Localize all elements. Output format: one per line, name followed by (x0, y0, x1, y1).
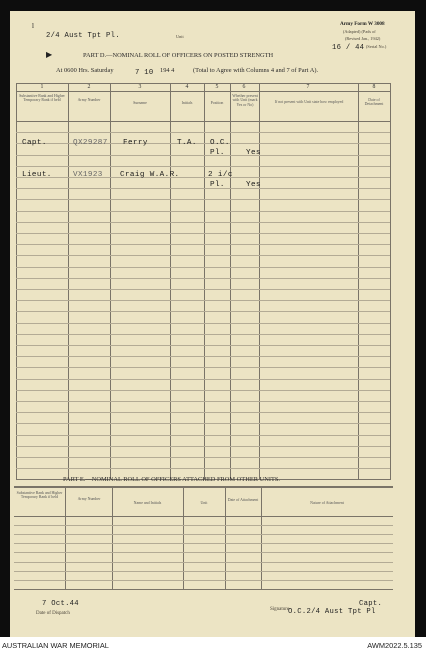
ruling-line (16, 390, 390, 391)
date-value: 7 10 (135, 69, 154, 77)
dispatch-date-value: 7 Oct.44 (42, 600, 79, 608)
col-caption: Initials (181, 101, 193, 105)
ruling-line (16, 435, 390, 436)
ruling-line (16, 199, 390, 200)
col-caption: Date of Detachment (364, 98, 384, 107)
col-caption: If not present with Unit state how employed (274, 100, 344, 104)
ruling-line (16, 401, 390, 402)
ruling-line (16, 300, 390, 301)
col-caption: Unit (200, 501, 208, 505)
total-note: (Total to Agree with Columns 4 and 7 of Part A). (193, 67, 319, 74)
ruling-line (16, 412, 390, 413)
sign-rank-value: Capt. (359, 600, 383, 608)
army-number-cell: QX29287 (73, 139, 108, 147)
ruling-line (16, 155, 390, 156)
surname-cell: Craig W.A.R. (120, 171, 180, 179)
serial-value: 16 / 44 (332, 44, 365, 52)
signature-label: Signature (270, 607, 290, 612)
margin-mark: l (32, 22, 34, 30)
unit-label: Unit (176, 34, 184, 39)
ruling-line (16, 367, 390, 368)
col-caption: Whether present with Unit (mark Yes or No) (232, 94, 258, 107)
sign-unit-value: O.C.2/4 Aust Tpt Pl (288, 608, 376, 616)
col-number: 8 (372, 84, 376, 90)
ruling-line (16, 423, 390, 424)
document-page (10, 11, 415, 637)
present-cell: Yes (246, 149, 261, 157)
ruling-line (16, 311, 390, 312)
ruling-line (16, 323, 390, 324)
revised: (Revised Jan., 1942) (345, 36, 381, 41)
present-cell: Yes (246, 181, 261, 189)
ruling-line (16, 255, 390, 256)
ruling-line (16, 468, 390, 469)
surname-cell: Ferry (123, 139, 148, 147)
col-number: 7 (306, 84, 310, 90)
position-cell: Pl. (210, 181, 225, 189)
ruling-line (16, 166, 390, 167)
rank-cell: Capt. (22, 139, 47, 147)
ruling-line (16, 356, 390, 357)
position-cell: 2 i/c (208, 171, 233, 179)
unit-value: 2/4 Aust Tpt Pl. (46, 32, 120, 40)
adapted: (Adapted) (Pads of (343, 29, 376, 34)
ruling-line (14, 562, 393, 563)
year-suffix: 194 4 (160, 67, 175, 74)
col-number: 2 (87, 84, 91, 90)
army-number-cell: VX1923 (73, 171, 103, 179)
caption-left: AUSTRALIAN WAR MEMORIAL (2, 641, 109, 650)
position-cell: Pl. (210, 149, 225, 157)
position-cell: O.C. (210, 139, 230, 147)
col-caption: Position (210, 101, 224, 105)
ruling-line (16, 278, 390, 279)
ruling-line (14, 534, 393, 535)
ruling-line (14, 525, 393, 526)
arrow-mark: ▶ (46, 50, 53, 59)
col-caption: Substantive Rank and Higher Temporary Rank if held (19, 94, 65, 103)
part-d-title: PART D.—NOMINAL ROLL OF OFFICERS ON POSTED STRENGTH (83, 52, 274, 59)
ruling-line (16, 379, 390, 380)
col-caption: Substantive Rank and Higher Temporary Rank if held (16, 491, 63, 500)
at-hrs: At 0600 Hrs. Saturday (56, 67, 114, 74)
ruling-line (14, 580, 393, 581)
ruling-line (16, 188, 390, 189)
col-number: 1 (40, 84, 44, 90)
ruling-line (14, 552, 393, 553)
ruling-line (16, 222, 390, 223)
caption-bar (0, 637, 426, 653)
col-caption: Name and Initials (133, 501, 162, 505)
col-caption: Nature of Attachment (310, 501, 344, 505)
col-number: 6 (242, 84, 246, 90)
ruling-line (16, 267, 390, 268)
ruling-line (16, 211, 390, 212)
serial-no: (Serial No.) (366, 44, 387, 49)
ruling-line (16, 132, 390, 133)
ruling-line (14, 543, 393, 544)
ruling-line (16, 233, 390, 234)
col-number: 4 (185, 84, 189, 90)
army-form: Army Form W 3008 (340, 21, 385, 27)
ruling-line (16, 345, 390, 346)
part-e-title: PART E.—NOMINAL ROLL OF OFFICERS ATTACHED FROM OTHER UNITS. (63, 476, 280, 483)
dispatch-date-label: Date of Dispatch (36, 611, 70, 616)
ruling-line (16, 244, 390, 245)
col-caption: Date of Attachment (227, 498, 259, 502)
col-caption: Surname (133, 101, 147, 105)
caption-right: AWM2022.5.135 (367, 641, 422, 650)
ruling-line (16, 289, 390, 290)
rank-cell: Lieut. (22, 171, 52, 179)
ruling-line (16, 457, 390, 458)
col-number: 5 (215, 84, 219, 90)
ruling-line (16, 334, 390, 335)
ruling-line (14, 571, 393, 572)
col-caption: Army Number (77, 98, 101, 102)
col-number: 3 (138, 84, 142, 90)
initials-cell: T.A. (177, 139, 197, 147)
col-caption: Army Number (77, 497, 101, 501)
ruling-line (16, 446, 390, 447)
